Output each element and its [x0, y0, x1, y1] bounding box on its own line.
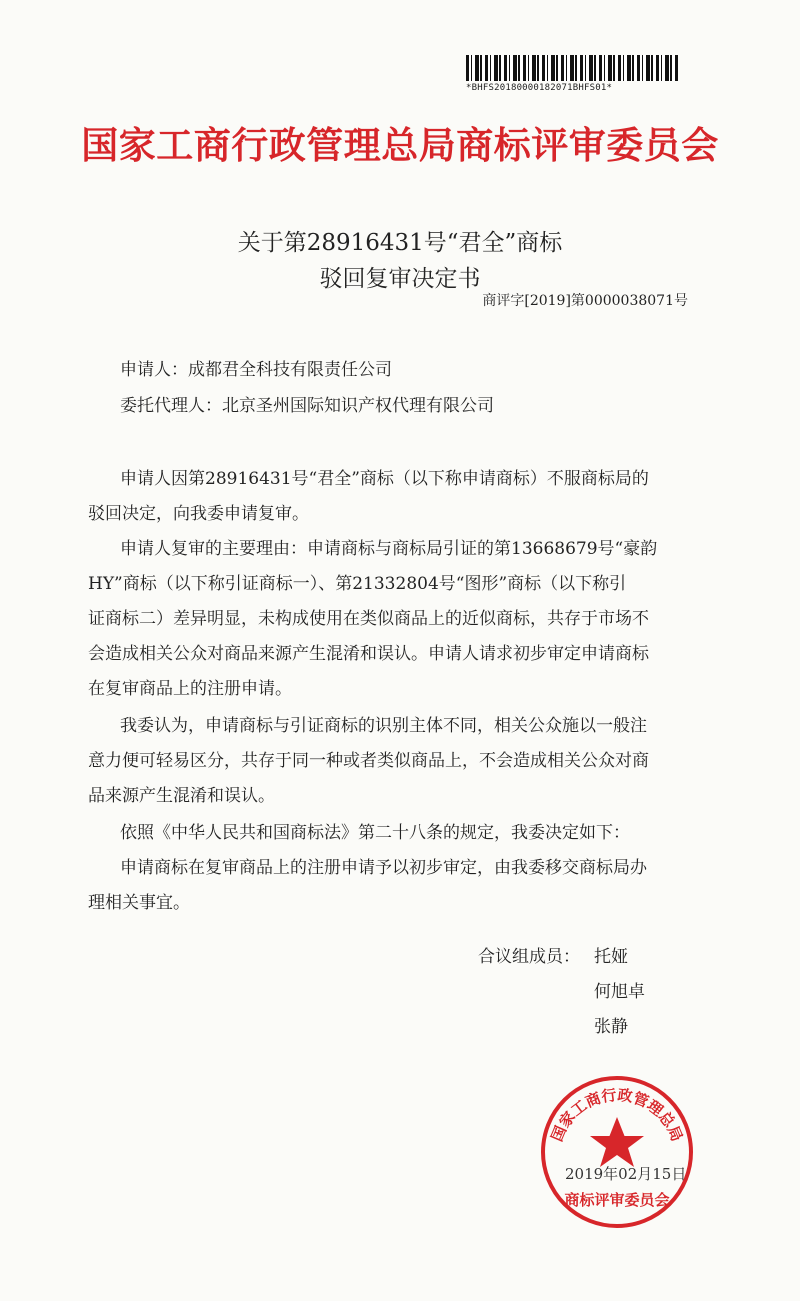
body-line: 申请人复审的主要理由：申请商标与商标局引证的第13668679号“豪韵 [120, 539, 658, 559]
barcode-number: *BHFS20180000182071BHFS01* [466, 83, 613, 93]
seal-bottom-text: 商标评审委员会 [564, 1191, 670, 1209]
body-line: 理相关事宜。 [88, 893, 190, 913]
body-line: 在复审商品上的注册申请。 [88, 679, 292, 699]
agent: 委托代理人：北京圣州国际知识产权代理有限公司 [120, 396, 494, 416]
panel-member: 何旭卓 [594, 982, 645, 1002]
body-line: 意力便可轻易区分，共存于同一种或者类似商品上，不会造成相关公众对商 [88, 751, 649, 771]
body-line: 证商标二）差异明显，未构成使用在类似商品上的近似商标，共存于市场不 [88, 609, 649, 629]
panel-member: 张静 [594, 1017, 628, 1037]
applicant: 申请人：成都君全科技有限责任公司 [120, 360, 392, 380]
barcode-bars [466, 55, 678, 81]
document-title-line-1: 关于第28916431号“君全”商标 [237, 230, 563, 256]
body-line: HY”商标（以下称引证商标一）、第21332804号“图形”商标（以下称引 [88, 574, 627, 594]
seal-date: 2019年02月15日 [565, 1165, 687, 1183]
body-line: 依照《中华人民共和国商标法》第二十八条的规定，我委决定如下： [120, 823, 630, 843]
body-line: 驳回决定，向我委申请复审。 [88, 504, 309, 524]
panel-label: 合议组成员： [478, 947, 580, 967]
document-title-line-2: 驳回复审决定书 [319, 266, 481, 292]
panel-member: 托娅 [594, 947, 628, 967]
body-line: 会造成相关公众对商品来源产生混淆和误认。申请人请求初步审定申请商标 [88, 644, 649, 664]
body-line: 申请商标在复审商品上的注册申请予以初步审定，由我委移交商标局办 [120, 858, 647, 878]
seal-graphic [538, 1073, 696, 1231]
barcode [466, 55, 686, 93]
official-seal [538, 1073, 696, 1231]
body-line: 品来源产生混淆和误认。 [88, 786, 275, 806]
seal-arc-text: 国家工商行政管理总局 [547, 1085, 687, 1145]
body-line: 我委认为，申请商标与引证商标的识别主体不同，相关公众施以一般注 [120, 716, 647, 736]
organization-title: 国家工商行政管理总局商标评审委员会 [81, 123, 719, 167]
document-number: 商评字[2019]第0000038071号 [482, 293, 688, 309]
star-icon [590, 1117, 644, 1167]
body-line: 申请人因第28916431号“君全”商标（以下称申请商标）不服商标局的 [120, 469, 649, 489]
